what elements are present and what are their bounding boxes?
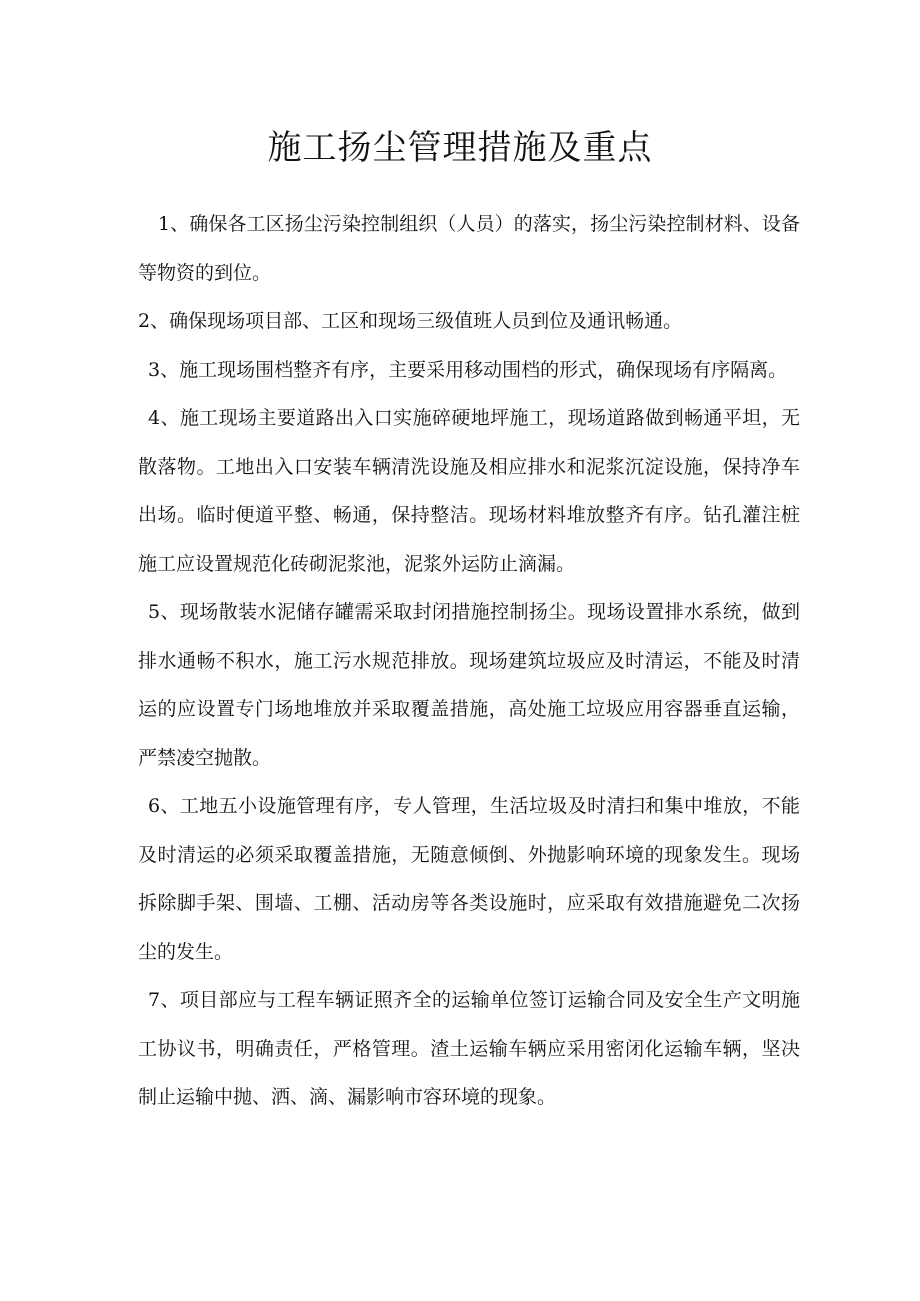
paragraph-4: 4、施工现场主要道路出入口实施碎硬地坪施工，现场道路做到畅通平坦，无散落物。工地出入口安装车辆清洗设施及相应排水和泥浆沉淀设施，保持净车出场。临时便道平整、畅通，保持整洁。现场材料堆放整齐有序。钻孔灌注桩施工应设置规范化砖砌泥浆池，泥浆外运防止滴漏。 — [138, 407, 800, 575]
document-title: 施工扬尘管理措施及重点 — [267, 128, 653, 168]
paragraph-5: 5、现场散装水泥储存罐需采取封闭措施控制扬尘。现场设置排水系统，做到排水通畅不积水，施工污水规范排放。现场建筑垃圾应及时清运，不能及时清运的应设置专门场地堆放并采取覆盖措施，高处施工垃圾应用容器垂直运输，严禁凌空抛散。 — [138, 601, 800, 769]
paragraph-3: 3、施工现场围档整齐有序，主要采用移动围档的形式，确保现场有序隔离。 — [148, 358, 788, 381]
paragraph-1: 1、确保各工区扬尘污染控制组织（人员）的落实，扬尘污染控制材料、设备等物资的到位。 — [138, 213, 800, 284]
paragraph-6: 6、工地五小设施管理有序，专人管理，生活垃圾及时清扫和集中堆放，不能及时清运的必须采取覆盖措施，无随意倾倒、外抛影响环境的现象发生。现场拆除脚手架、围墙、工棚、活动房等各类设施时，应采取有效措施避免二次扬尘的发生。 — [138, 795, 800, 963]
document-body — [138, 200, 800, 1122]
paragraph-2: 2、确保现场项目部、工区和现场三级值班人员到位及通讯畅通。 — [138, 310, 683, 332]
paragraph-7: 7、项目部应与工程车辆证照齐全的运输单位签订运输合同及安全生产文明施工协议书，明确责任，严格管理。渣土运输车辆应采用密闭化运输车辆，坚决制止运输中抛、洒、滴、漏影响市容环境的现象。 — [138, 989, 800, 1108]
